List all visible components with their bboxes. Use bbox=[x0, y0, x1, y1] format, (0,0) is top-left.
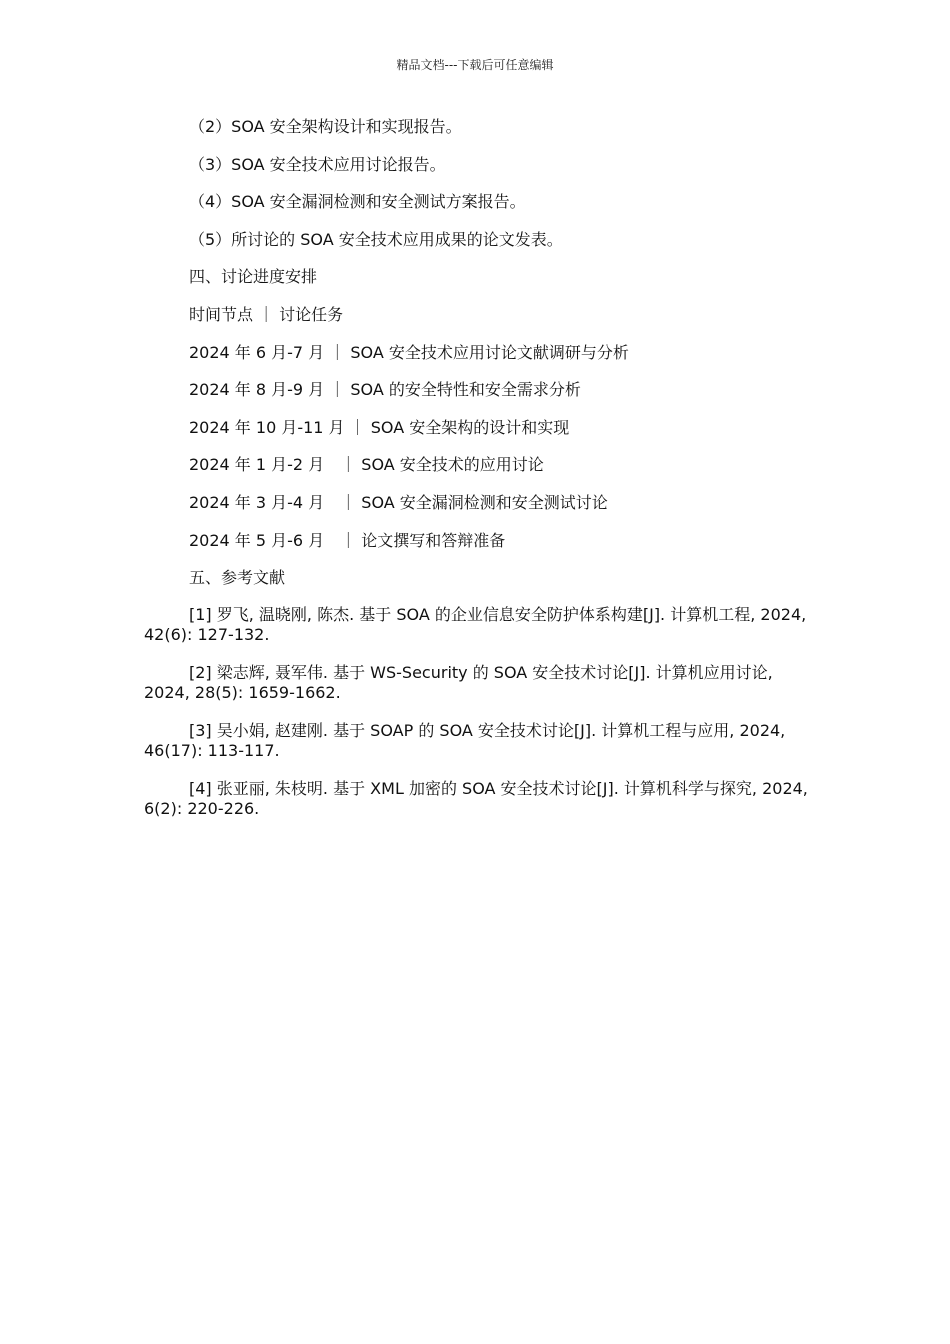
schedule-row: 2024 年 5 月-6 月 ｜ 论文撰写和答辩准备 bbox=[189, 530, 506, 550]
reference-item: [4] 张亚丽, 朱枝明. 基于 XML 加密的 SOA 安全技术讨论[J]. 计算机科学与探究, 2024, 6(2): 220-226. bbox=[144, 778, 808, 818]
schedule-row: 2024 年 3 月-4 月 ｜ SOA 安全漏洞检测和安全测试讨论 bbox=[189, 492, 608, 512]
schedule-row: 2024 年 1 月-2 月 ｜ SOA 安全技术的应用讨论 bbox=[189, 455, 544, 475]
outcome-item: （3）SOA 安全技术应用讨论报告。 bbox=[189, 154, 446, 174]
reference-list bbox=[144, 605, 812, 819]
page-header: 精品文档---下载后可任意编辑 bbox=[396, 58, 554, 72]
section-heading-schedule: 四、讨论进度安排 bbox=[189, 267, 318, 287]
schedule-row: 2024 年 8 月-9 月 ｜ SOA 的安全特性和安全需求分析 bbox=[189, 380, 581, 400]
document-body bbox=[144, 116, 812, 837]
reference-item: [2] 梁志辉, 聂军伟. 基于 WS-Security 的 SOA 安全技术讨论[J]. 计算机应用讨论, 2024, 28(5): 1659-1662. bbox=[144, 662, 773, 702]
outcome-item: （4）SOA 安全漏洞检测和安全测试方案报告。 bbox=[189, 192, 526, 212]
schedule-table-header: 时间节点 ｜ 讨论任务 bbox=[189, 304, 344, 324]
reference-item: [3] 吴小娟, 赵建刚. 基于 SOAP 的 SOA 安全技术讨论[J]. 计算机工程与应用, 2024, 46(17): 113-117. bbox=[144, 720, 786, 760]
reference-item: [1] 罗飞, 温晓刚, 陈杰. 基于 SOA 的企业信息安全防护体系构建[J]. 计算机工程, 2024, 42(6): 127-132. bbox=[144, 604, 807, 644]
outcome-item: （5）所讨论的 SOA 安全技术应用成果的论文发表。 bbox=[189, 229, 563, 249]
schedule-row: 2024 年 6 月-7 月 ｜ SOA 安全技术应用讨论文献调研与分析 bbox=[189, 342, 629, 362]
section-heading-references: 五、参考文献 bbox=[189, 568, 286, 588]
schedule-row: 2024 年 10 月-11 月 ｜ SOA 安全架构的设计和实现 bbox=[189, 417, 570, 437]
outcome-item: （2）SOA 安全架构设计和实现报告。 bbox=[189, 117, 462, 136]
